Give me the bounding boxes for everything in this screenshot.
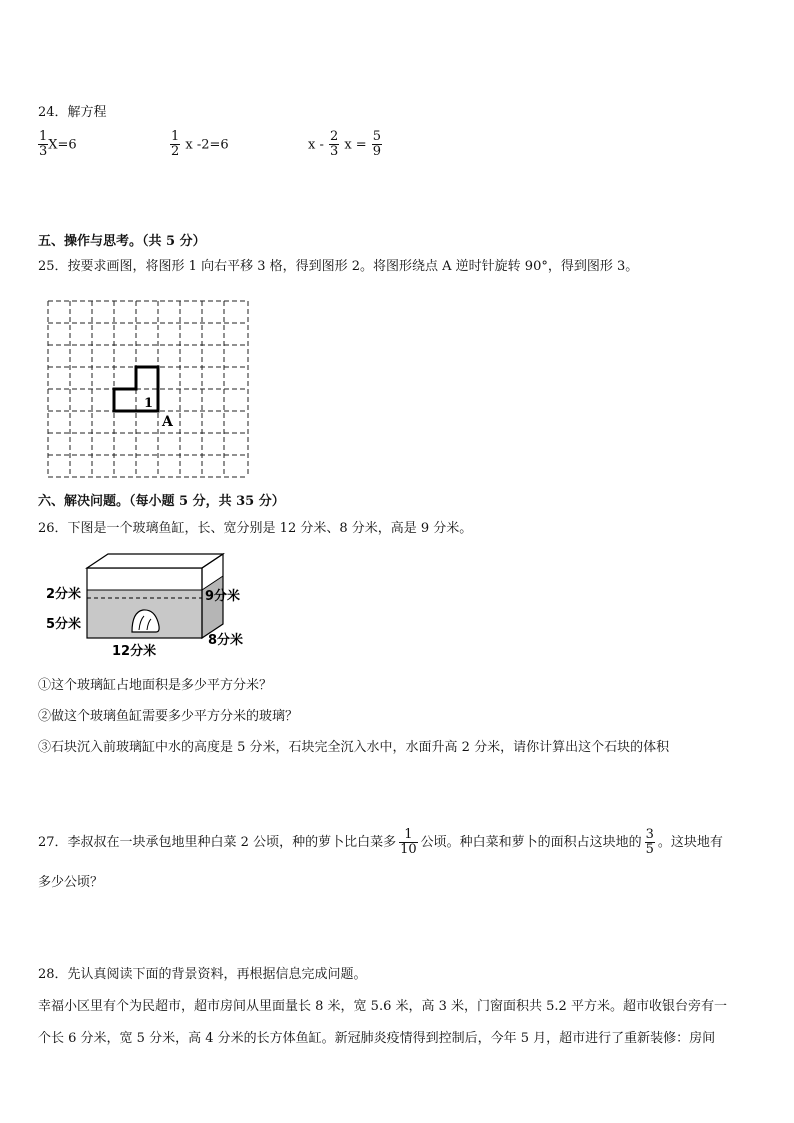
q26-sub-1: ①这个玻璃缸占地面积是多少平方分米？ bbox=[38, 678, 273, 693]
q24-equation-2: $\frac{1}{2}$ x -2=6 bbox=[171, 129, 229, 159]
q28-title: 28．先认真阅读下面的背景资料，再根据信息完成问题。 bbox=[38, 967, 367, 982]
fraction: $\frac{1}{2}$ bbox=[171, 129, 180, 159]
label-water-height: 5分米 bbox=[46, 617, 82, 632]
section-6-title: 六、解决问题。（每小题 5 分，共 35 分） bbox=[38, 494, 285, 509]
q28-line-1: 幸福小区里有个为民超市，超市房间从里面量长 8 米，宽 5.6 米，高 3 米，门窗面积共 5.2 平方米。超市收银台旁有一 bbox=[38, 999, 727, 1014]
q28-line-2: 个长 6 分米，宽 5 分米，高 4 分米的长方体鱼缸。新冠肺炎疫情得到控制后，今年 5 月，超市进行了重新装修：房间 bbox=[38, 1031, 716, 1046]
q26-text: 26．下图是一个玻璃鱼缸，长、宽分别是 12 分米、8 分米，高是 9 分米。 bbox=[38, 521, 473, 536]
q26-sub-3: ③石块沉入前玻璃缸中水的高度是 5 分米，石块完全沉入水中，水面升高 2 分米，请你计算出这个石块的体积 bbox=[38, 740, 670, 755]
q26-fish-tank-figure bbox=[40, 546, 270, 664]
q27-line-2: 多少公顷？ bbox=[38, 875, 104, 890]
q24-equation-3: x - $\frac{2}{3}$ x = $\frac{5}{9}$ bbox=[308, 129, 382, 159]
label-height: 9分米 bbox=[205, 589, 241, 604]
label-width: 8分米 bbox=[208, 633, 244, 648]
label-top-gap: 2分米 bbox=[46, 587, 82, 602]
q26-sub-2: ②做这个玻璃鱼缸需要多少平方分米的玻璃？ bbox=[38, 709, 299, 724]
q25-text: 25．按要求画图，将图形 1 向右平移 3 格，得到图形 2。将图形绕点 A 逆时针旋转 90°，得到图形 3。 bbox=[38, 259, 639, 274]
shape-1-label: 1 bbox=[144, 396, 154, 411]
point-a-label: A bbox=[162, 414, 173, 430]
fraction: $\frac{1}{3}$ bbox=[39, 129, 48, 159]
q24-equation-1: $\frac{1}{3}$ X=6 bbox=[39, 129, 77, 159]
q25-grid-figure bbox=[40, 295, 260, 485]
fraction: $\frac{3}{5}$ bbox=[645, 827, 654, 857]
label-length: 12分米 bbox=[112, 644, 157, 659]
fraction: $\frac{2}{3}$ bbox=[329, 129, 339, 159]
q24-title: 24．解方程 bbox=[38, 105, 107, 120]
section-5-title: 五、操作与思考。（共 5 分） bbox=[38, 234, 206, 249]
q27-line-1: 27．李叔叔在一块承包地里种白菜 2 公顷，种的萝卜比白菜多 $\frac{1}{10}$ 公顷。种白菜和萝卜的面积占这块地的 $\frac{3}{5}$ 。这块地有 bbox=[38, 827, 723, 857]
fraction: $\frac{1}{10}$ bbox=[400, 827, 417, 857]
fraction: $\frac{5}{9}$ bbox=[372, 129, 382, 159]
